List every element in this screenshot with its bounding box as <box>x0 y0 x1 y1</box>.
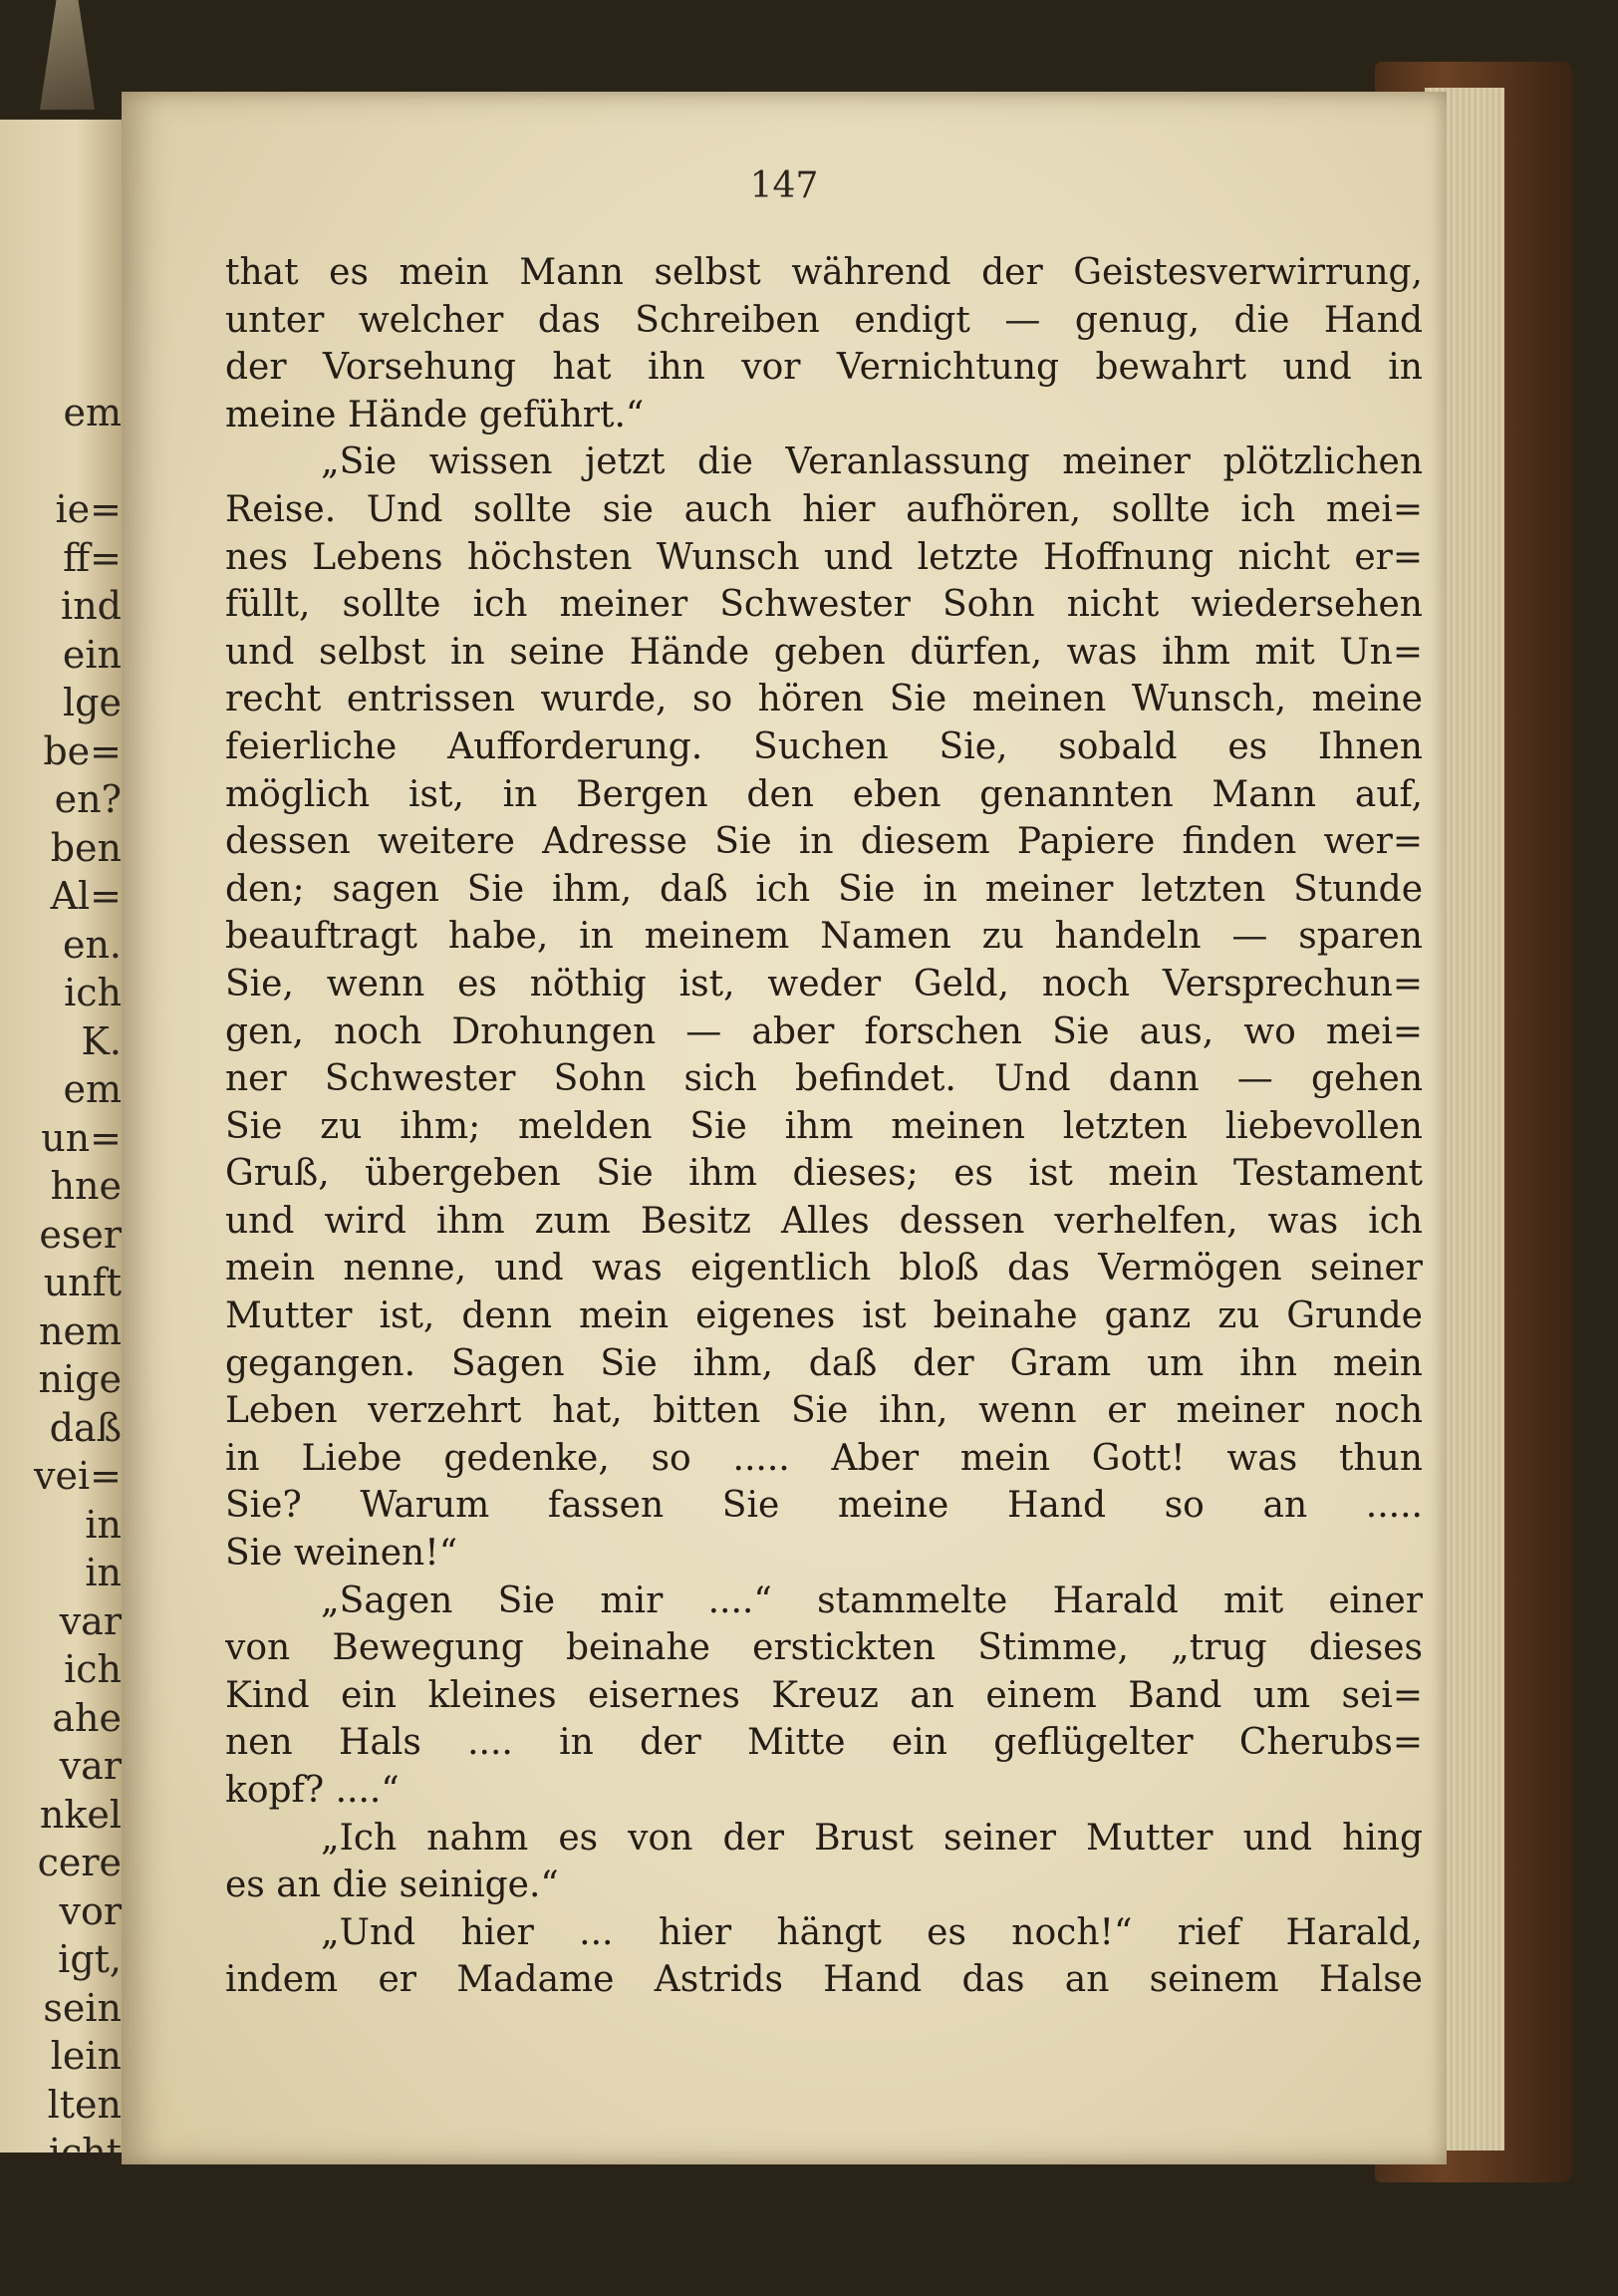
left-page-fragment <box>2 437 122 486</box>
left-page-fragment: vei= <box>34 1454 122 1498</box>
left-page-fragment: lten <box>47 2082 122 2127</box>
text-line: „Ich nahm es von der Brust seiner Mutter und hing <box>321 1817 1423 1859</box>
text-line: und selbst in seine Hände geben dürfen, was ihm mit Un= <box>225 631 1423 673</box>
text-line: gen, noch Drohungen — aber forschen Sie aus, wo mei= <box>225 1010 1423 1052</box>
text-line: gegangen. Sagen Sie ihm, daß der Gram um ihn mein <box>225 1342 1423 1384</box>
text-line: indem er Madame Astrids Hand das an seinem Halse <box>225 1959 1423 2001</box>
left-page-fragment: ff= <box>63 535 122 580</box>
text-line: mein nenne, und was eigentlich bloß das Vermögen seiner <box>225 1248 1423 1290</box>
text-line: Kind ein kleines eisernes Kreuz an einem Band um sei= <box>225 1674 1423 1716</box>
page-number: 147 <box>749 165 819 206</box>
left-page-fragment: cere <box>37 1841 122 1884</box>
left-page-fragment: ich <box>64 1647 122 1691</box>
left-page-fragment: nem <box>39 1308 122 1353</box>
left-page-fragment: em <box>63 391 122 434</box>
left-page-fragment: vor <box>59 1888 122 1933</box>
left-page-fragment: unft <box>43 1261 122 1304</box>
left-page-fragment: ein <box>62 632 122 677</box>
text-line: Mutter ist, denn mein eigenes ist beinahe ganz zu Grunde <box>225 1295 1423 1337</box>
left-page-fragment: in <box>85 1551 122 1594</box>
text-line: Reise. Und sollte sie auch hier aufhören, sollte ich mei= <box>225 488 1423 530</box>
text-line: Leben verzehrt hat, bitten Sie ihn, wenn er meiner noch <box>225 1390 1423 1432</box>
left-page-fragment: ahe <box>52 1695 122 1740</box>
text-line: Sie zu ihm; melden Sie ihm meinen letzten liebevollen <box>225 1105 1423 1147</box>
left-page-fragment: igt, <box>58 1937 122 1981</box>
left-page-fragment: nkel <box>39 1792 122 1837</box>
left-page-fragment: var <box>59 1744 122 1788</box>
binding-thread <box>40 0 95 110</box>
left-page-fragment: ich <box>64 971 122 1014</box>
text-line: kopf? ....“ <box>225 1770 400 1811</box>
left-page-fragment: en? <box>54 777 122 821</box>
text-line: Sie weinen!“ <box>225 1533 458 1575</box>
text-line: von Bewegung beinahe erstickten Stimme, „trug dieses <box>225 1627 1423 1669</box>
book-page <box>122 92 1447 2164</box>
left-page-fragment: K. <box>81 1018 122 1063</box>
text-line: und wird ihm zum Besitz Alles dessen verhelfen, was ich <box>225 1200 1423 1242</box>
text-line: in Liebe gedenke, so ..... Aber mein Gott! was thun <box>225 1437 1423 1479</box>
text-line: that es mein Mann selbst während der Geistesverwirrung, <box>225 252 1423 293</box>
left-page-fragment: be= <box>43 728 122 773</box>
text-line: es an die seinige.“ <box>225 1865 559 1906</box>
left-page-fragment: Al= <box>50 874 122 918</box>
left-page-fragment: sein <box>43 1985 122 2030</box>
text-line: Sie? Warum fassen Sie meine Hand so an ..... <box>225 1485 1423 1527</box>
left-page-fragment: lein <box>50 2034 122 2078</box>
left-page <box>0 120 128 2174</box>
page-text-body <box>225 249 1423 2004</box>
text-line: beauftragt habe, in meinem Namen zu handeln — sparen <box>225 916 1423 958</box>
left-page-fragment: em <box>63 1067 122 1111</box>
text-line: feierliche Aufforderung. Suchen Sie, sobald es Ihnen <box>225 725 1423 767</box>
left-page-fragment: daß <box>49 1405 122 1450</box>
text-line: der Vorsehung hat ihn vor Vernichtung bewahrt und in <box>225 347 1423 389</box>
left-page-fragment: ie= <box>55 487 122 531</box>
left-page-fragment: var <box>59 1598 122 1643</box>
text-line: recht entrissen wurde, so hören Sie meinen Wunsch, meine <box>225 679 1423 720</box>
text-line: „Sie wissen jetzt die Veranlassung meiner plötzlichen <box>321 441 1423 483</box>
left-page-fragment: hne <box>50 1164 122 1208</box>
text-line: den; sagen Sie ihm, daß ich Sie in meiner letzten Stunde <box>225 868 1423 910</box>
text-line: Gruß, übergeben Sie ihm dieses; es ist mein Testament <box>225 1153 1423 1195</box>
text-line: „Und hier ... hier hängt es noch!“ rief Harald, <box>321 1911 1423 1953</box>
text-line: „Sagen Sie mir ....“ stammelte Harald mit einer <box>321 1579 1423 1621</box>
left-page-fragment: un= <box>41 1115 122 1160</box>
left-page-fragment: icht <box>48 2131 122 2174</box>
left-page-fragment: ind <box>61 584 122 628</box>
text-line: nen Hals .... in der Mitte ein geflügelter Cherubs= <box>225 1722 1423 1764</box>
left-page-fragment: en. <box>62 922 122 967</box>
left-page-fragment: ben <box>50 825 122 870</box>
left-page-fragment: eser <box>39 1212 122 1257</box>
text-line: meine Hände geführt.“ <box>225 394 645 435</box>
left-page-fragment: nige <box>38 1357 122 1401</box>
text-line: ner Schwester Sohn sich befindet. Und dann — gehen <box>225 1058 1423 1100</box>
left-page-fragment: lge <box>63 681 122 724</box>
text-line: Sie, wenn es nöthig ist, weder Geld, noch Versprechun= <box>225 963 1423 1004</box>
text-line: dessen weitere Adresse Sie in diesem Papiere finden wer= <box>225 821 1423 863</box>
left-page-text <box>2 389 122 2177</box>
text-line: nes Lebens höchsten Wunsch und letzte Hoffnung nicht er= <box>225 536 1423 578</box>
text-line: füllt, sollte ich meiner Schwester Sohn nicht wiedersehen <box>225 584 1423 626</box>
left-page-fragment: in <box>85 1502 122 1547</box>
text-line: unter welcher das Schreiben endigt — genug, die Hand <box>225 299 1423 341</box>
text-line: möglich ist, in Bergen den eben genannten Mann auf, <box>225 773 1423 815</box>
